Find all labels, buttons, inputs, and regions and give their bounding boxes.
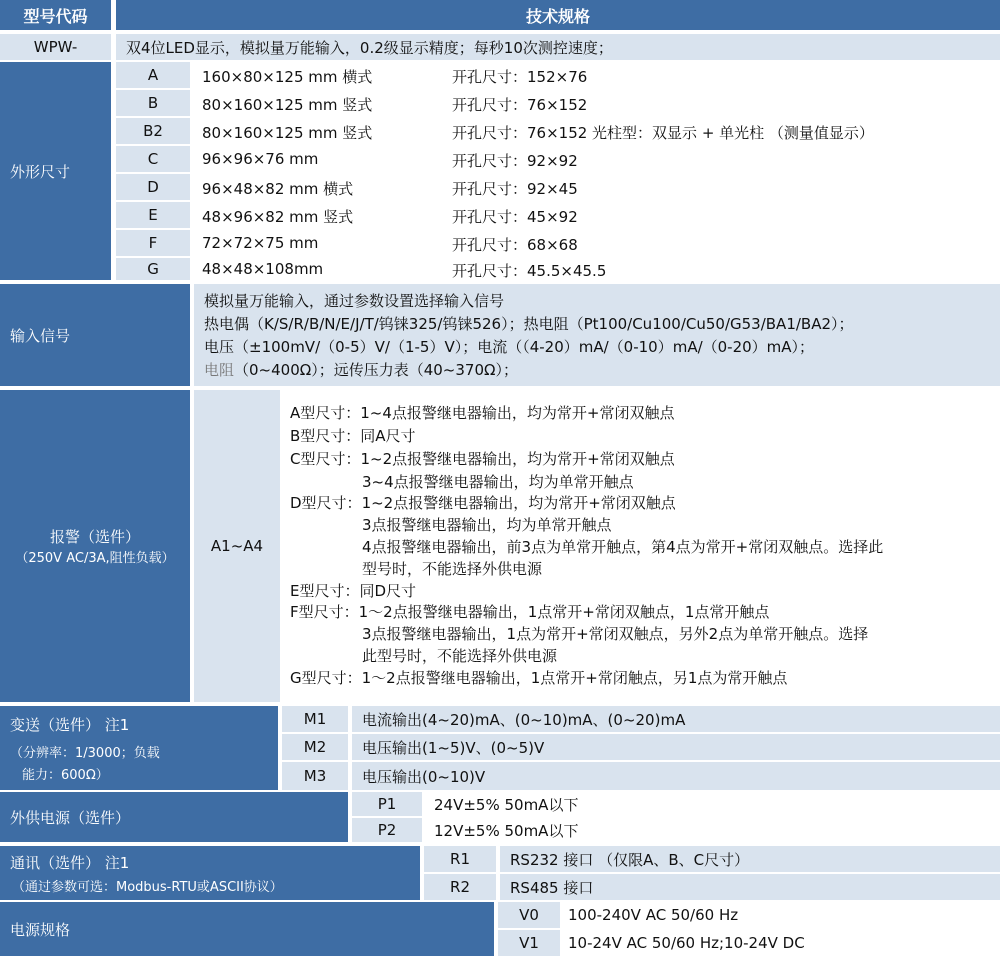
dim-cutout: 开孔尺寸：92×45 (452, 180, 578, 198)
alarm-line: F型尺寸：1～2点报警继电器输出，1点常开+常闭双触点，1点常开触点 (290, 603, 770, 621)
alarm-line: 3~4点报警继电器输出，均为单常开触点 (362, 473, 634, 491)
dim-code-b2: B2 (116, 118, 190, 144)
dim-code-c: C (116, 146, 190, 172)
alarm-line: D型尺寸：1~2点报警继电器输出，均为常开+常闭双触点 (290, 494, 676, 512)
dim-cutout: 开孔尺寸：45×92 (452, 208, 578, 226)
dim-desc-b2 (194, 118, 1000, 144)
dim-code-e: E (116, 202, 190, 228)
power-out-code-p1: P1 (352, 792, 422, 816)
power-code-v1: V1 (498, 930, 560, 956)
power-desc-v1: 10-24V AC 50/60 Hz;10-24V DC (568, 934, 805, 952)
dim-desc-c (194, 146, 1000, 172)
dim-size: 96×48×82 mm 横式 (202, 180, 354, 198)
dim-code-a: A (116, 62, 190, 88)
dim-desc-a (194, 62, 1000, 88)
dimensions-label: 外形尺寸 (0, 62, 111, 280)
transmit-sub: 能力：600Ω） (22, 768, 109, 783)
dim-size: 48×96×82 mm 竖式 (202, 208, 354, 226)
transmit-title: 变送（选件） 注1 (10, 716, 130, 734)
alarm-line: 型号时，不能选择外供电源 (362, 560, 543, 578)
comm-label (0, 846, 420, 900)
dim-cutout: 开孔尺寸：76×152 (452, 96, 588, 114)
alarm-label (0, 390, 190, 702)
power-label: 电源规格 (0, 902, 494, 956)
power-out-code-p2: P2 (352, 818, 422, 842)
alarm-line: C型尺寸：1~2点报警继电器输出，均为常开+常闭双触点 (290, 450, 675, 468)
dim-size: 160×80×125 mm 横式 (202, 68, 373, 86)
dim-code-b: B (116, 90, 190, 116)
transmit-code-m1: M1 (282, 706, 348, 732)
dim-cutout: 开孔尺寸：76×152 光柱型：双显示 + 单光柱 （测量值显示） (452, 124, 874, 142)
dim-cutout: 开孔尺寸：45.5×45.5 (452, 262, 607, 280)
dim-code-f: F (116, 230, 190, 256)
dim-size: 96×96×76 mm (202, 150, 319, 168)
alarm-line: B型尺寸：同A尺寸 (290, 427, 416, 445)
input-label: 输入信号 (0, 284, 190, 386)
comm-desc-r2: RS485 接口 (500, 874, 1000, 900)
alarm-desc (284, 390, 1000, 702)
input-line (204, 359, 518, 380)
comm-desc-r1: RS232 接口 （仅限A、B、C尺寸） (500, 846, 1000, 872)
alarm-subtitle: （250V AC/3A,阻性负载） (15, 551, 175, 566)
wpw-code: WPW- (0, 34, 111, 60)
input-line: 电压（±100mV/（0-5）V/（1-5）V）；电流（（4-20）mA/（0-10）mA/（0-20）mA）； (204, 338, 815, 356)
dim-code-d: D (116, 174, 190, 200)
dim-cutout: 开孔尺寸：92×92 (452, 152, 578, 170)
power-desc-v0: 100-240V AC 50/60 Hz (568, 906, 739, 924)
alarm-title: 报警（选件） (49, 528, 140, 546)
input-desc (194, 284, 1000, 386)
power-out-label: 外供电源（选件） (0, 792, 348, 842)
comm-code-r1: R1 (424, 846, 496, 872)
dim-cutout: 开孔尺寸：68×68 (452, 236, 578, 254)
alarm-line: E型尺寸：同D尺寸 (290, 582, 417, 600)
input-resistance-prefix: 电阻 (204, 361, 235, 379)
dim-desc-b (194, 90, 1000, 116)
dim-cutout: 开孔尺寸：152×76 (452, 68, 588, 86)
alarm-line: G型尺寸：1～2点报警继电器输出，1点常开+常闭触点，另1点为常开触点 (290, 669, 788, 687)
header-model-code: 型号代码 (0, 0, 111, 30)
alarm-line: 4点报警继电器输出，前3点为单常开触点，第4点为常开+常闭双触点。选择此 (362, 538, 884, 556)
transmit-desc-m1: 电流输出(4~20)mA、(0~10)mA、(0~20)mA (352, 706, 1000, 732)
input-resistance-rest: （0~400Ω）；远传压力表（40~370Ω）； (234, 361, 518, 379)
input-line: 模拟量万能输入，通过参数设置选择输入信号 (204, 292, 505, 310)
transmit-label (0, 706, 278, 790)
transmit-sub: （分辨率：1/3000；负载 (10, 746, 160, 761)
transmit-code-m2: M2 (282, 734, 348, 760)
alarm-line: 3点报警继电器输出，1点为常开+常闭双触点，另外2点为单常开触点。选择 (362, 625, 869, 643)
alarm-line: A型尺寸：1~4点报警继电器输出，均为常开+常闭双触点 (290, 404, 675, 422)
dim-desc-g (194, 258, 1000, 280)
alarm-code: A1~A4 (194, 390, 280, 702)
power-out-desc-p2: 12V±5% 50mA以下 (434, 821, 579, 840)
comm-sub: （通过参数可选：Modbus-RTU或ASCII协议） (12, 880, 283, 895)
transmit-code-m3: M3 (282, 762, 348, 790)
dim-size: 80×160×125 mm 竖式 (202, 96, 373, 114)
transmit-desc-m2: 电压输出(1~5)V、(0~5)V (352, 734, 1000, 760)
alarm-line: 此型号时，不能选择外供电源 (362, 647, 558, 665)
power-out-desc-p1: 24V±5% 50mA以下 (434, 795, 579, 814)
dim-size: 80×160×125 mm 竖式 (202, 124, 373, 142)
dim-desc-e (194, 202, 1000, 228)
power-code-v0: V0 (498, 902, 560, 928)
comm-title: 通讯（选件） 注1 (10, 854, 130, 872)
wpw-desc: 双4位LED显示，模拟量万能输入，0.2级显示精度；每秒10次测控速度； (116, 34, 1000, 60)
dim-size: 72×72×75 mm (202, 234, 319, 252)
alarm-line: 3点报警继电器输出，均为单常开触点 (362, 516, 612, 534)
dim-size: 48×48×108mm (202, 260, 324, 278)
transmit-desc-m3: 电压输出(0~10)V (352, 762, 1000, 790)
comm-code-r2: R2 (424, 874, 496, 900)
dim-desc-d (194, 174, 1000, 200)
input-line: 热电偶（K/S/R/B/N/E/J/T/钨铼325/钨铼526）；热电阻（Pt100/Cu100/Cu50/G53/BA1/BA2）； (204, 315, 854, 333)
dim-desc-f (194, 230, 1000, 256)
header-tech-spec: 技术规格 (116, 0, 1000, 30)
dim-code-g: G (116, 258, 190, 280)
